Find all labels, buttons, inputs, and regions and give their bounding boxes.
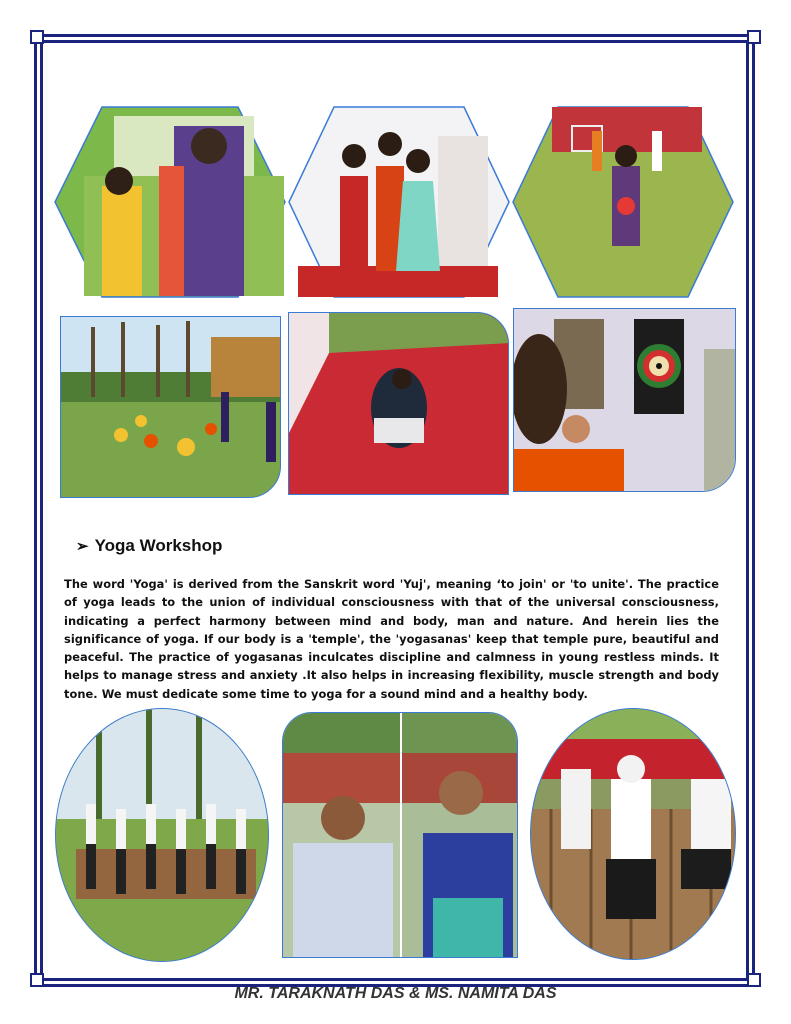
photo-kneeling-student bbox=[288, 312, 509, 495]
photo-football-game-hexagon bbox=[512, 106, 734, 298]
photo-yoga-mat-oval bbox=[530, 708, 736, 960]
photo-caption: MR. TARAKNATH DAS & MS. NAMITA DAS bbox=[234, 985, 557, 1002]
section-title: Yoga Workshop bbox=[94, 536, 223, 555]
corner-ornament bbox=[747, 30, 761, 44]
photo-stage-performance-hexagon bbox=[288, 106, 510, 298]
section-heading bbox=[76, 536, 222, 556]
corner-ornament bbox=[30, 30, 44, 44]
photo-outdoor-activity bbox=[60, 316, 281, 498]
photo-yoga-assembly-oval bbox=[55, 708, 269, 962]
photo-dart-game bbox=[513, 308, 736, 492]
photo-yoga-instructors bbox=[282, 712, 518, 958]
photo-interview-hexagon bbox=[54, 106, 286, 298]
arrow-right-icon: ➢ bbox=[76, 538, 89, 555]
yoga-description: The word 'Yoga' is derived from the Sanskrit word 'Yuj', meaning ‘to join' or 'to unite'. The practice of yoga leads to the union of individual consciousness with that of the universal consciousness, indicating a perfect harmony between mind and body, man and nature. And herein lies the significance of yoga. If our body is a 'temple', the 'yogasanas' keep that temple pure, beautiful and peaceful. The practice of yogasanas inculcates discipline and calmness in young restless minds. It helps to manage stress and anxiety .It also helps in increasing flexibility, muscle strength and body tone. We must dedicate some time to yoga for a sound mind and a healthy body. bbox=[64, 577, 719, 701]
